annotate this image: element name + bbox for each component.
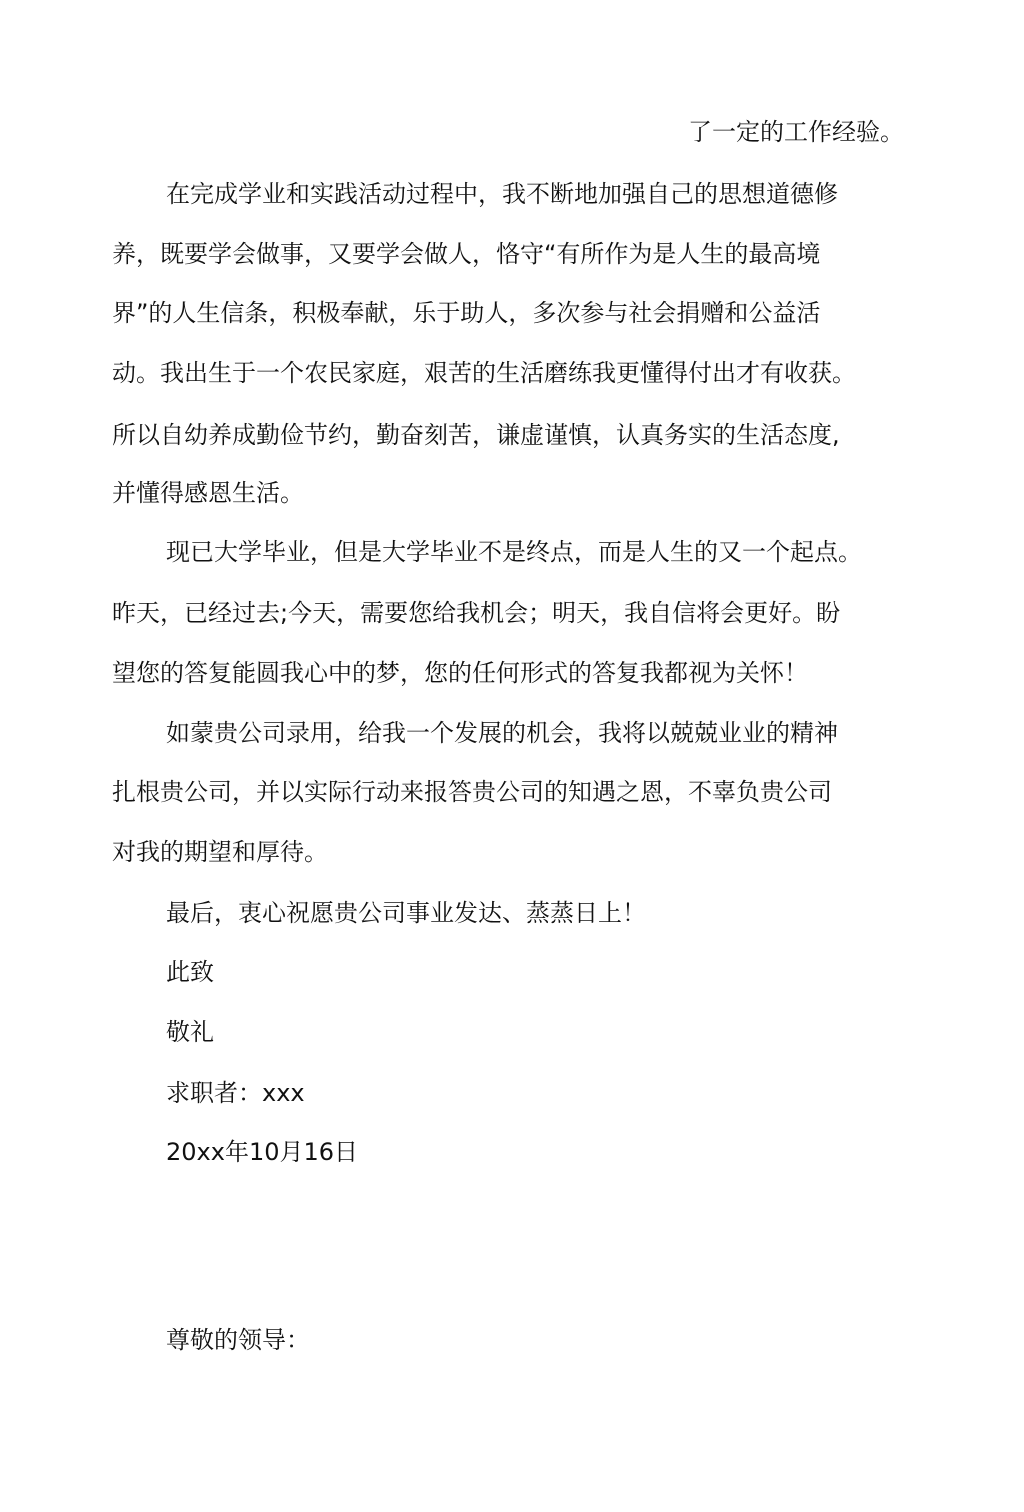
salutation-line-1: 此致 [166,958,214,986]
paragraph-1-line-4: 动。我出生于一个农民家庭，艰苦的生活磨练我更懂得付出才有收获。 [112,359,856,387]
paragraph-1-line-1: 在完成学业和实践活动过程中，我不断地加强自己的思想道德修 [166,180,838,208]
closing-wish: 最后，衷心祝愿贵公司事业发达、蒸蒸日上！ [166,899,646,927]
paragraph-2-line-2: 昨天，已经过去;今天，需要您给我机会；明天，我自信将会更好。盼 [112,599,841,627]
paragraph-3-line-3: 对我的期望和厚待。 [112,838,328,866]
paragraph-1-line-3: 界”的人生信条，积极奉献，乐于助人，多次参与社会捐赠和公益活 [112,299,821,327]
paragraph-3-line-2: 扎根贵公司，并以实际行动来报答贵公司的知遇之恩，不辜负贵公司 [112,778,832,806]
paragraph-1-line-2: 养，既要学会做事，又要学会做人，恪守“有所作为是人生的最高境 [112,240,821,268]
paragraph-3-line-1: 如蒙贵公司录用，给我一个发展的机会，我将以兢兢业业的精神 [166,719,838,747]
date: 20xx年10月16日 [166,1138,359,1166]
paragraph-1-line-6: 并懂得感恩生活。 [112,479,304,507]
salutation-line-2: 敬礼 [166,1018,214,1046]
paragraph-2-line-3: 望您的答复能圆我心中的梦，您的任何形式的答复我都视为关怀！ [112,659,808,687]
continuation-line: 了一定的工作经验。 [688,118,904,146]
paragraph-2-line-1: 现已大学毕业，但是大学毕业不是终点，而是人生的又一个起点。 [166,538,862,566]
next-letter-greeting: 尊敬的领导： [166,1326,310,1354]
paragraph-1-line-5: 所以自幼养成勤俭节约，勤奋刻苦，谦虚谨慎，认真务实的生活态度, [112,421,840,449]
signature: 求职者：xxx [166,1079,305,1107]
